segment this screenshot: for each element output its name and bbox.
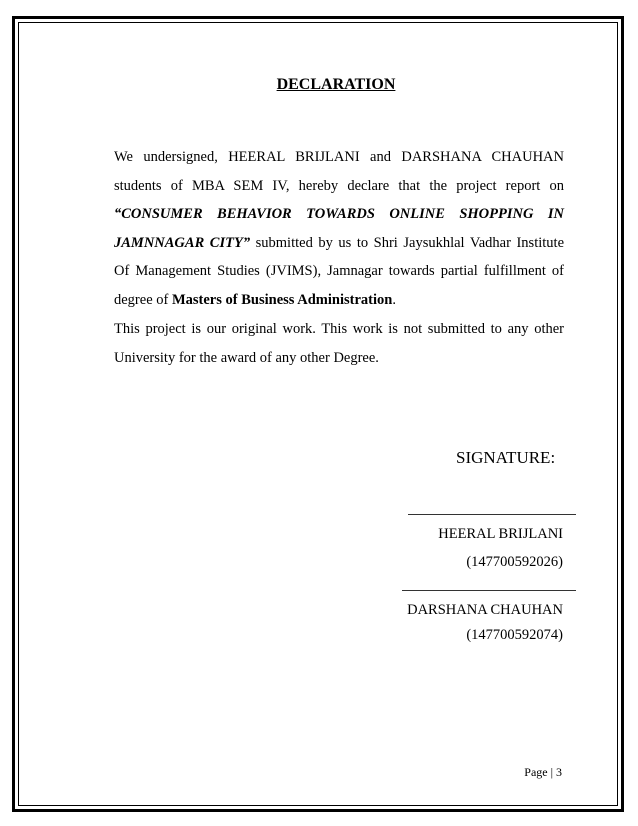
signatory-name: HEERAL BRIJLANI — [438, 526, 563, 542]
signature-line — [402, 590, 576, 591]
signatory-id: (147700592026) — [466, 554, 563, 570]
declaration-paragraph — [114, 143, 564, 314]
signature-line — [408, 514, 576, 515]
page-number: Page | 3 — [524, 765, 562, 779]
originality-paragraph: This project is our original work. This work is not submitted to any other University for the award of any other Degree. — [114, 321, 564, 366]
page-border-inner — [18, 22, 618, 806]
paragraph-intro: We undersigned, HEERAL BRIJLANI and DARSHANA CHAUHAN students of MBA SEM IV, hereby declare that the project report on — [114, 149, 564, 194]
project-title: “CONSUMER BEHAVIOR TOWARDS ONLINE SHOPPING IN JAMNNAGAR CITY” — [114, 206, 564, 251]
signature-label: SIGNATURE: — [456, 448, 556, 467]
degree-name: Masters of Business Administration — [171, 291, 393, 308]
signatory-name: DARSHANA CHAUHAN — [407, 602, 563, 618]
page-title: DECLARATION — [276, 76, 396, 93]
paragraph-end: . — [392, 291, 396, 308]
signatory-id: (147700592074) — [466, 627, 563, 643]
paragraph-middle: submitted by us to Shri Jaysukhlal Vadhar Institute Of Management Studies (JVIMS), Jamnagar towards partial fulfillment of degree of — [114, 234, 564, 308]
